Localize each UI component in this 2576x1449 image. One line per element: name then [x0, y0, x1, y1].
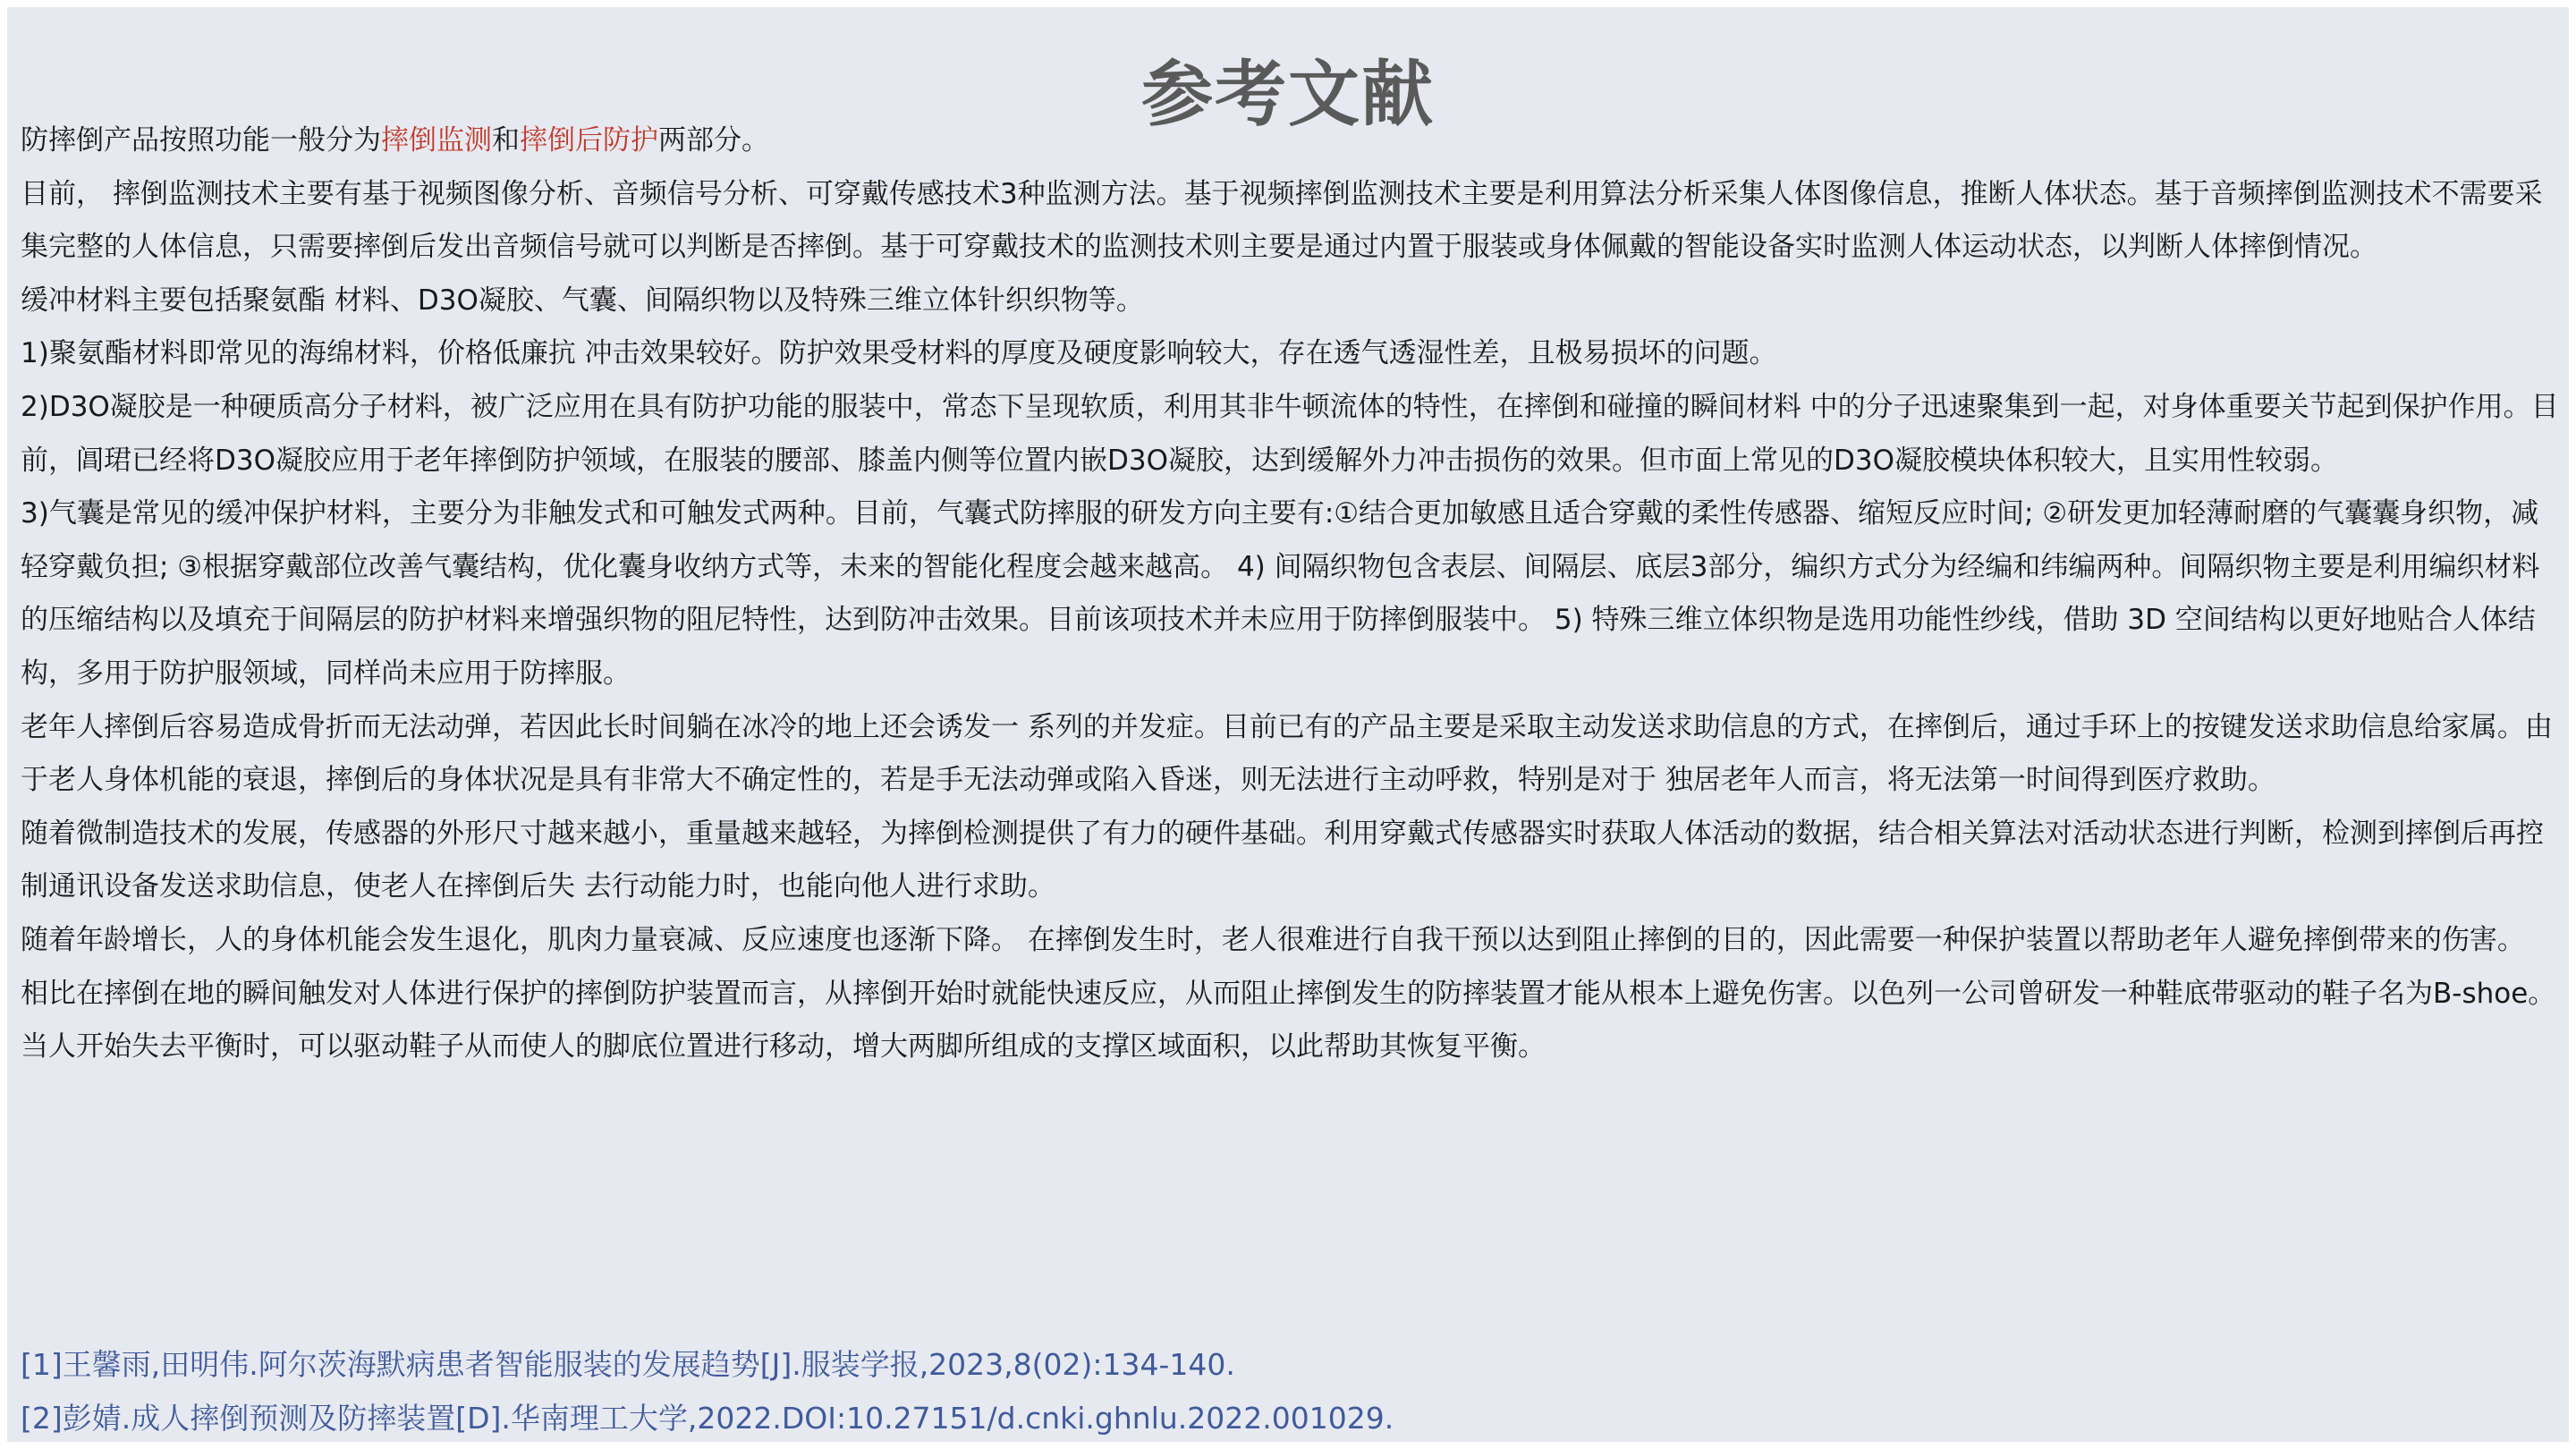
- intro-paragraph: [21, 114, 2565, 168]
- intro-prefix: 防摔倒产品按照功能一般分为: [21, 124, 381, 157]
- paragraph-d3o-gel: 2)D3O凝胶是一种硬质高分子材料，被广泛应用在具有防护功能的服装中，常态下呈现软质，利用其非牛顿流体的特性，在摔倒和碰撞的瞬间材料 中的分子迅速聚集到一起，对身体重要关节起到保护作用。目前，阊珺已经将D3O凝胶应用于老年摔倒防护领域，在服装的腰部、膝盖内侧等位置内嵌D3O凝胶，达到缓解外力冲击损伤的效果。但市面上常见的D3O凝胶模块体积较大，且实用性较弱。: [21, 390, 2559, 477]
- paragraph-aging: 随着年龄增长，人的身体机能会发生退化，肌肉力量衰减、反应速度也逐渐下降。 在摔倒发生时，老人很难进行自我干预以达到阻止摔倒的目的，因此需要一种保护装置以帮助老年人避免摔倒带来的伤害。: [21, 923, 2525, 956]
- intro-suffix: 两部分。: [658, 124, 769, 157]
- paragraph-elderly-falls: 老年人摔倒后容易造成骨折而无法动弹，若因此长时间躺在冰冷的地上还会诱发一 系列的并发症。目前已有的产品主要是采取主动发送求助信息的方式，在摔倒后，通过手环上的按键发送求助信息给家属。由于老人身体机能的衰退，摔倒后的身体状况是具有非常大不确定性的，若是手无法动弹或陷入昏迷，则无法进行主动呼救，特别是对于 独居老年人而言，将无法第一时间得到医疗救助。: [21, 710, 2553, 797]
- intro-conjunction: 和: [492, 124, 520, 157]
- slide-page: [7, 7, 2569, 1442]
- paragraph-b-shoe: 相比在摔倒在地的瞬间触发对人体进行保护的摔倒防护装置而言，从摔倒开始时就能快速反应，从而阻止摔倒发生的防摔装置才能从根本上避免伤害。以色列一公司曾研发一种鞋底带驱动的鞋子名为B-shoe。当人开始失去平衡时，可以驱动鞋子从而使人的脚底位置进行移动，增大两脚所组成的支撑区域面积，以此帮助其恢复平衡。: [21, 977, 2556, 1063]
- page-title: 参考文献: [1141, 53, 1435, 136]
- highlight-post-fall-protection: 摔倒后防护: [520, 124, 658, 157]
- body-text: [21, 114, 2565, 1074]
- paragraph-microfabrication: 随着微制造技术的发展，传感器的外形尺寸越来越小，重量越来越轻，为摔倒检测提供了有力的硬件基础。利用穿戴式传感器实时获取人体活动的数据，结合相关算法对活动状态进行判断，检测到摔倒后再控制通讯设备发送求助信息，使老人在摔倒后失 去行动能力时，也能向他人进行求助。: [21, 817, 2544, 903]
- reference-item-2: [2]彭婧.成人摔倒预测及防摔装置[D].华南理工大学,2022.DOI:10.27151/d.cnki.ghnlu.2022.001029.: [21, 1400, 1394, 1436]
- paragraph-monitoring-tech: 目前， 摔倒监测技术主要有基于视频图像分析、音频信号分析、可穿戴传感技术3种监测方法。基于视频摔倒监测技术主要是利用算法分析采集人体图像信息，推断人体状态。基于音频摔倒监测技术不需要采集完整的人体信息，只需要摔倒后发出音频信号就可以判断是否摔倒。基于可穿戴技术的监测技术则主要是通过内置于服装或身体佩戴的智能设备实时监测人体运动状态，以判断人体摔倒情况。: [21, 177, 2543, 264]
- reference-item-1: [1]王馨雨,田明伟.阿尔茨海默病患者智能服装的发展趋势[J].服装学报,2023,8(02):134-140.: [21, 1347, 1235, 1382]
- paragraph-airbag-spacer: 3)气囊是常见的缓冲保护材料，主要分为非触发式和可触发式两种。目前，气囊式防摔服的研发方向主要有:①结合更加敏感且适合穿戴的柔性传感器、缩短反应时间; ②研发更加轻薄耐磨的气囊囊身织物，减轻穿戴负担; ③根据穿戴部位改善气囊结构，优化囊身收纳方式等，未来的智能化程度会越来越高。 4) 间隔织物包含表层、间隔层、底层3部分，编织方式分为经编和纬编两种。间隔织物主要是利用编织材料的压缩结构以及填充于间隔层的防护材料来增强织物的阻尼特性，达到防冲击效果。目前该项技术并未应用于防摔倒服装中。 5) 特殊三维立体织物是选用功能性纱线，借助 3D 空间结构以更好地贴合人体结构，多用于防护服领域，同样尚未应用于防摔服。: [21, 497, 2540, 690]
- paragraph-polyurethane: 1)聚氨酯材料即常见的海绵材料，价格低廉抗 冲击效果较好。防护效果受材料的厚度及硬度影响较大，存在透气透湿性差，且极易损坏的问题。: [21, 337, 1777, 370]
- highlight-fall-monitoring: 摔倒监测: [381, 124, 492, 157]
- reference-list: [21, 1338, 2565, 1445]
- paragraph-cushion-materials: 缓冲材料主要包括聚氨酯 材料、D3O凝胶、气囊、间隔织物以及特殊三维立体针织织物等。: [21, 284, 1144, 317]
